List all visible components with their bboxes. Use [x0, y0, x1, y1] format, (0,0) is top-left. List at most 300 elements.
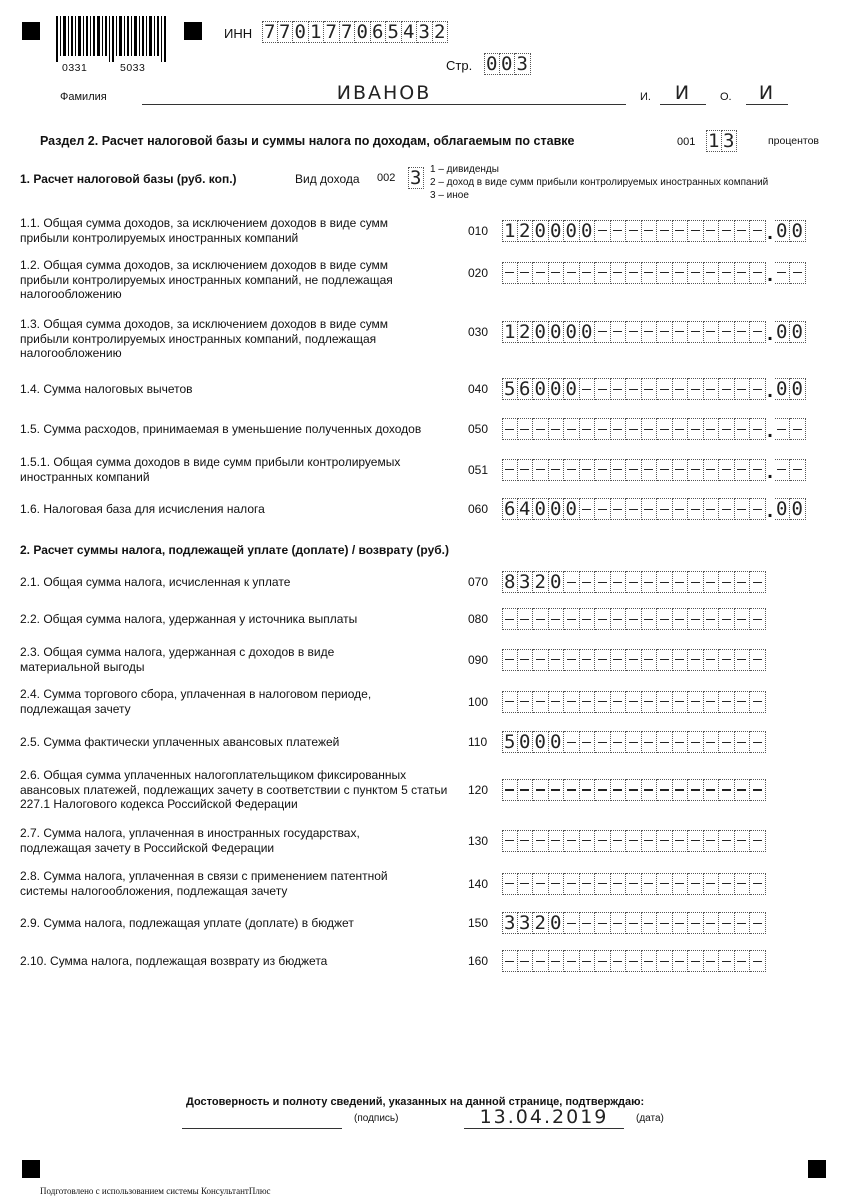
digit-cell: 2 — [533, 912, 549, 934]
digit-cell — [642, 378, 658, 400]
digit-cell — [657, 498, 673, 520]
digit-cell: 0 — [500, 53, 516, 75]
digit-cell — [657, 779, 673, 801]
digit-cell — [595, 418, 611, 440]
row-label: 2.3. Общая сумма налога, удержанная с доходов в виде материальной выгоды — [20, 645, 335, 674]
digit-cell: 4 — [518, 498, 534, 520]
row-code: 150 — [468, 916, 489, 931]
digit-cell: 0 — [533, 321, 549, 343]
amount-field — [502, 912, 766, 934]
digit-cell: 0 — [549, 498, 565, 520]
patronymic-label: О. — [720, 91, 732, 103]
digit-cell — [580, 731, 596, 753]
digit-cell — [533, 459, 549, 481]
digit-cell — [580, 649, 596, 671]
digit-cell — [673, 608, 689, 630]
digit-cell — [533, 830, 549, 852]
digit-cell: 1 — [502, 220, 518, 242]
signature-line — [182, 1128, 342, 1129]
amount-field — [502, 498, 806, 523]
digit-cell: 0 — [564, 220, 580, 242]
digit-cell — [580, 830, 596, 852]
amount-field — [502, 571, 766, 593]
digit-cell — [502, 873, 518, 895]
digit-cell: 4 — [402, 21, 418, 43]
digit-cell: 7 — [278, 21, 294, 43]
amount-field — [502, 418, 806, 443]
digit-cell — [502, 262, 518, 284]
digit-cell — [750, 873, 766, 895]
barcode-number-right: 5033 — [120, 62, 146, 74]
row-code: 100 — [468, 694, 489, 709]
digit-cell — [611, 262, 627, 284]
digit-cell — [657, 459, 673, 481]
date-line — [464, 1128, 624, 1129]
section-title: Раздел 2. Расчет налоговой базы и суммы налога по доходам, облагаемым по ставке — [40, 134, 575, 148]
digit-cell — [750, 262, 766, 284]
row-code: 070 — [468, 575, 489, 590]
digit-cell — [657, 691, 673, 713]
amount-field — [502, 262, 806, 284]
row-code: 090 — [468, 652, 489, 667]
surname-value: ИВАНОВ — [336, 82, 432, 104]
digit-cell — [533, 691, 549, 713]
digit-cell: 0 — [533, 378, 549, 400]
digit-cell: 0 — [564, 378, 580, 400]
row-label: 2.4. Сумма торгового сбора, уплаченная в налоговом периоде, подлежащая зачету — [20, 687, 372, 716]
digit-cell — [719, 262, 735, 284]
row-label: 2.5. Сумма фактически уплаченных авансовых платежей — [20, 735, 340, 749]
digit-cell: 1 — [706, 130, 722, 152]
digit-cell — [642, 459, 658, 481]
digit-cell — [626, 378, 642, 400]
digit-cell — [518, 950, 534, 972]
digit-cell — [580, 691, 596, 713]
digit-cell — [642, 220, 658, 242]
digit-cell — [564, 459, 580, 481]
barcode-number-left: 0331 — [62, 62, 88, 74]
digit-cell — [611, 912, 627, 934]
digit-cell — [719, 571, 735, 593]
digit-cell — [626, 418, 642, 440]
row-label: 1.4. Сумма налоговых вычетов — [20, 382, 193, 396]
digit-cell — [688, 873, 704, 895]
legend-item: 3 – иное — [430, 190, 469, 201]
row-label: 1.5. Сумма расходов, принимаемая в уменьшение полученных доходов — [20, 422, 422, 436]
digit-cell — [750, 571, 766, 593]
digit-cell — [657, 950, 673, 972]
digit-cell: 5 — [502, 378, 518, 400]
digit-cell — [657, 220, 673, 242]
row-code: 110 — [468, 735, 488, 750]
digit-cell — [642, 418, 658, 440]
corner-marker-top-right — [184, 22, 202, 40]
digit-cell: 3 — [408, 167, 424, 189]
digit-cell: 3 — [518, 912, 534, 934]
digit-cell — [502, 830, 518, 852]
digit-cell — [595, 498, 611, 520]
row-label: 2.6. Общая сумма уплаченных налогоплательщиком фиксированных авансовых платежей, подлежащих зачету в соответствии с пунктом 5 статьи 227.1 Налогового кодекса Российской Федерации — [20, 768, 448, 811]
digit-cell — [750, 608, 766, 630]
row-code: 120 — [468, 782, 489, 797]
amount-field — [502, 220, 806, 242]
digit-cell — [611, 830, 627, 852]
barcode — [56, 16, 166, 62]
rate-suffix: процентов — [768, 135, 820, 147]
digit-cell — [580, 498, 596, 520]
digit-cell: 0 — [775, 498, 791, 520]
digit-cell — [688, 498, 704, 520]
digit-cell — [549, 950, 565, 972]
digit-cell — [642, 571, 658, 593]
amount-field — [502, 649, 766, 671]
digit-cell — [688, 378, 704, 400]
digit-cell — [611, 220, 627, 242]
digit-cell — [533, 418, 549, 440]
digit-cell — [564, 691, 580, 713]
digit-cell — [626, 571, 642, 593]
digit-cell — [688, 731, 704, 753]
row-label: 2.9. Сумма налога, подлежащая уплате (доплате) в бюджет — [20, 916, 354, 930]
digit-cell: 2 — [518, 321, 534, 343]
digit-cell — [775, 262, 791, 284]
digit-cell — [580, 608, 596, 630]
digit-cell — [642, 950, 658, 972]
digit-cell — [719, 950, 735, 972]
digit-cell — [611, 378, 627, 400]
digit-cell — [533, 262, 549, 284]
digit-cell: 1 — [309, 21, 325, 43]
digit-cell — [626, 830, 642, 852]
digit-cell — [750, 418, 766, 440]
digit-cell — [657, 649, 673, 671]
digit-cell — [580, 950, 596, 972]
row-code: 060 — [468, 502, 489, 517]
row-code: 020 — [468, 265, 489, 280]
digit-cell — [719, 498, 735, 520]
digit-cell — [564, 262, 580, 284]
digit-cell — [626, 321, 642, 343]
digit-cell — [626, 649, 642, 671]
digit-cell — [657, 873, 673, 895]
row-label: 1.1. Общая сумма доходов, за исключением доходов в виде сумм прибыли контролируемых иностранных компаний — [20, 216, 389, 245]
digit-cell — [518, 873, 534, 895]
digit-cell — [750, 321, 766, 343]
surname-line — [142, 104, 626, 105]
digit-cell — [657, 378, 673, 400]
digit-cell — [673, 779, 689, 801]
digit-cell — [790, 262, 806, 284]
amount-field — [502, 779, 766, 801]
row-code: 040 — [468, 382, 489, 397]
digit-cell: 5 — [386, 21, 402, 43]
digit-cell — [518, 608, 534, 630]
page-label: Стр. — [446, 58, 473, 73]
digit-cell: 0 — [533, 731, 549, 753]
digit-cell — [688, 418, 704, 440]
digit-cell — [564, 873, 580, 895]
row-label: 1.2. Общая сумма доходов, за исключением доходов в виде сумм прибыли контролируемых иностранных компаний, не подлежащая налогообложению — [20, 258, 393, 301]
digit-cell — [719, 912, 735, 934]
digit-cell — [642, 691, 658, 713]
digit-cell — [611, 649, 627, 671]
digit-cell — [518, 418, 534, 440]
digit-cell — [595, 262, 611, 284]
digit-cell — [673, 830, 689, 852]
digit-cell — [673, 649, 689, 671]
digit-cell — [750, 950, 766, 972]
digit-cell — [564, 950, 580, 972]
digit-cell — [704, 220, 720, 242]
digit-cell — [750, 779, 766, 801]
digit-cell — [735, 418, 751, 440]
digit-cell — [611, 608, 627, 630]
row-label: 2.7. Сумма налога, уплаченная в иностранных государствах, подлежащая зачету в Российской Федерации — [20, 826, 360, 855]
digit-cell — [502, 950, 518, 972]
income-type-legend — [430, 163, 768, 202]
digit-cell — [549, 779, 565, 801]
amount-field — [502, 691, 766, 713]
digit-cell — [704, 950, 720, 972]
digit-cell: 0 — [549, 321, 565, 343]
decimal-point: . — [767, 380, 773, 403]
name-initial-line — [660, 104, 706, 105]
digit-cell — [719, 418, 735, 440]
digit-cell: 3 — [515, 53, 531, 75]
digit-cell: 3 — [722, 130, 738, 152]
digit-cell — [704, 321, 720, 343]
digit-cell — [502, 418, 518, 440]
digit-cell: 6 — [371, 21, 387, 43]
digit-cell — [626, 498, 642, 520]
patronymic-value: И — [758, 82, 776, 104]
digit-cell — [580, 459, 596, 481]
digit-cell: 0 — [549, 220, 565, 242]
date-label: (дата) — [636, 1113, 664, 1124]
digit-cell — [704, 912, 720, 934]
digit-cell — [704, 571, 720, 593]
page-number-field — [484, 53, 531, 75]
digit-cell — [719, 378, 735, 400]
digit-cell — [673, 378, 689, 400]
digit-cell — [595, 220, 611, 242]
decimal-point: . — [767, 500, 773, 523]
digit-cell — [626, 691, 642, 713]
row-code: 160 — [468, 954, 489, 969]
digit-cell — [704, 608, 720, 630]
digit-cell: 5 — [502, 731, 518, 753]
digit-cell — [735, 571, 751, 593]
digit-cell: 0 — [533, 498, 549, 520]
digit-cell — [611, 691, 627, 713]
digit-cell — [704, 459, 720, 481]
footer-text: Подготовлено с использованием системы КонсультантПлюс — [40, 1186, 271, 1196]
row-label: 2.8. Сумма налога, уплаченная в связи с применением патентной системы налогообложения, подлежащая зачету — [20, 869, 388, 898]
digit-cell — [626, 912, 642, 934]
part1-title: 1. Расчет налоговой базы (руб. коп.) — [20, 172, 237, 186]
decimal-point: . — [767, 221, 773, 244]
digit-cell — [688, 950, 704, 972]
digit-cell: 0 — [775, 220, 791, 242]
digit-cell: 7 — [324, 21, 340, 43]
amount-field — [502, 321, 806, 343]
part2-title: 2. Расчет суммы налога, подлежащей уплате (доплате) / возврату (руб.) — [20, 543, 449, 557]
digit-cell — [688, 912, 704, 934]
digit-cell: 2 — [518, 220, 534, 242]
digit-cell — [673, 571, 689, 593]
decimal-point: . — [767, 322, 773, 345]
patronymic-line — [746, 104, 788, 105]
digit-cell — [595, 378, 611, 400]
surname-label: Фамилия — [60, 91, 107, 103]
digit-cell: 0 — [775, 378, 791, 400]
digit-cell: 0 — [518, 731, 534, 753]
amount-field — [502, 459, 806, 481]
digit-cell — [704, 731, 720, 753]
digit-cell — [673, 321, 689, 343]
digit-cell — [688, 830, 704, 852]
row-code: 051 — [468, 462, 489, 477]
digit-cell — [750, 649, 766, 671]
digit-cell: 7 — [262, 21, 278, 43]
digit-cell: 0 — [790, 498, 806, 520]
digit-cell — [790, 418, 806, 440]
digit-cell — [688, 691, 704, 713]
digit-cell — [657, 262, 673, 284]
row-code: 130 — [468, 833, 489, 848]
digit-cell — [595, 950, 611, 972]
row-label: 1.5.1. Общая сумма доходов в виде сумм прибыли контролируемых иностранных компаний — [20, 455, 401, 484]
row-label: 2.1. Общая сумма налога, исчисленная к уплате — [20, 575, 291, 589]
digit-cell — [611, 321, 627, 343]
digit-cell — [657, 418, 673, 440]
digit-cell — [580, 912, 596, 934]
digit-cell — [775, 418, 791, 440]
digit-cell — [673, 220, 689, 242]
digit-cell — [750, 731, 766, 753]
digit-cell — [688, 649, 704, 671]
date-value: 13.04.2019 — [479, 1106, 609, 1128]
digit-cell — [673, 731, 689, 753]
legend-item: 2 – доход в виде сумм прибыли контролируемых иностранных компаний — [430, 177, 769, 188]
digit-cell — [688, 571, 704, 593]
digit-cell — [657, 830, 673, 852]
digit-cell — [719, 731, 735, 753]
digit-cell — [704, 262, 720, 284]
decimal-point: . — [767, 263, 773, 286]
digit-cell — [611, 873, 627, 895]
digit-cell — [533, 950, 549, 972]
digit-cell — [657, 731, 673, 753]
digit-cell — [518, 779, 534, 801]
digit-cell — [564, 912, 580, 934]
digit-cell: 0 — [484, 53, 500, 75]
digit-cell — [673, 912, 689, 934]
digit-cell — [719, 220, 735, 242]
digit-cell — [750, 498, 766, 520]
digit-cell — [518, 459, 534, 481]
digit-cell — [580, 571, 596, 593]
digit-cell — [704, 779, 720, 801]
corner-marker-bottom-right — [808, 1160, 826, 1178]
digit-cell — [518, 830, 534, 852]
digit-cell — [704, 873, 720, 895]
digit-cell — [549, 830, 565, 852]
amount-field — [502, 731, 766, 753]
digit-cell — [549, 262, 565, 284]
digit-cell — [735, 950, 751, 972]
digit-cell — [533, 779, 549, 801]
digit-cell — [642, 731, 658, 753]
digit-cell — [642, 608, 658, 630]
digit-cell: 2 — [533, 571, 549, 593]
digit-cell: 0 — [580, 220, 596, 242]
signature-label: (подпись) — [354, 1113, 399, 1124]
digit-cell — [564, 418, 580, 440]
digit-cell — [750, 378, 766, 400]
digit-cell — [595, 912, 611, 934]
digit-cell — [564, 779, 580, 801]
row-code: 030 — [468, 324, 489, 339]
digit-cell — [611, 779, 627, 801]
confirmation-text: Достоверность и полноту сведений, указанных на данной странице, подтверждаю: — [186, 1096, 645, 1108]
digit-cell — [595, 321, 611, 343]
digit-cell — [626, 950, 642, 972]
digit-cell — [580, 779, 596, 801]
digit-cell: 0 — [564, 498, 580, 520]
digit-cell: 7 — [340, 21, 356, 43]
digit-cell — [595, 608, 611, 630]
digit-cell — [719, 321, 735, 343]
digit-cell: 8 — [502, 571, 518, 593]
digit-cell — [549, 873, 565, 895]
corner-marker-bottom-left — [22, 1160, 40, 1178]
amount-field — [502, 873, 766, 895]
digit-cell — [719, 459, 735, 481]
row-code: 050 — [468, 422, 489, 437]
digit-cell — [673, 873, 689, 895]
digit-cell — [688, 779, 704, 801]
inn-label: ИНН — [224, 26, 253, 41]
digit-cell — [735, 262, 751, 284]
digit-cell — [611, 731, 627, 753]
digit-cell — [673, 691, 689, 713]
digit-cell — [533, 873, 549, 895]
digit-cell: 0 — [549, 378, 565, 400]
amount-field — [502, 830, 766, 852]
digit-cell — [564, 731, 580, 753]
digit-cell — [533, 649, 549, 671]
digit-cell — [719, 608, 735, 630]
digit-cell — [580, 418, 596, 440]
digit-cell — [704, 649, 720, 671]
digit-cell — [642, 321, 658, 343]
digit-cell — [688, 321, 704, 343]
digit-cell — [673, 459, 689, 481]
digit-cell — [657, 571, 673, 593]
digit-cell — [595, 691, 611, 713]
digit-cell — [735, 873, 751, 895]
digit-cell — [735, 649, 751, 671]
digit-cell — [533, 608, 549, 630]
digit-cell — [595, 731, 611, 753]
digit-cell — [704, 691, 720, 713]
digit-cell: 0 — [293, 21, 309, 43]
digit-cell — [564, 571, 580, 593]
digit-cell — [642, 912, 658, 934]
digit-cell — [790, 459, 806, 481]
digit-cell — [611, 459, 627, 481]
